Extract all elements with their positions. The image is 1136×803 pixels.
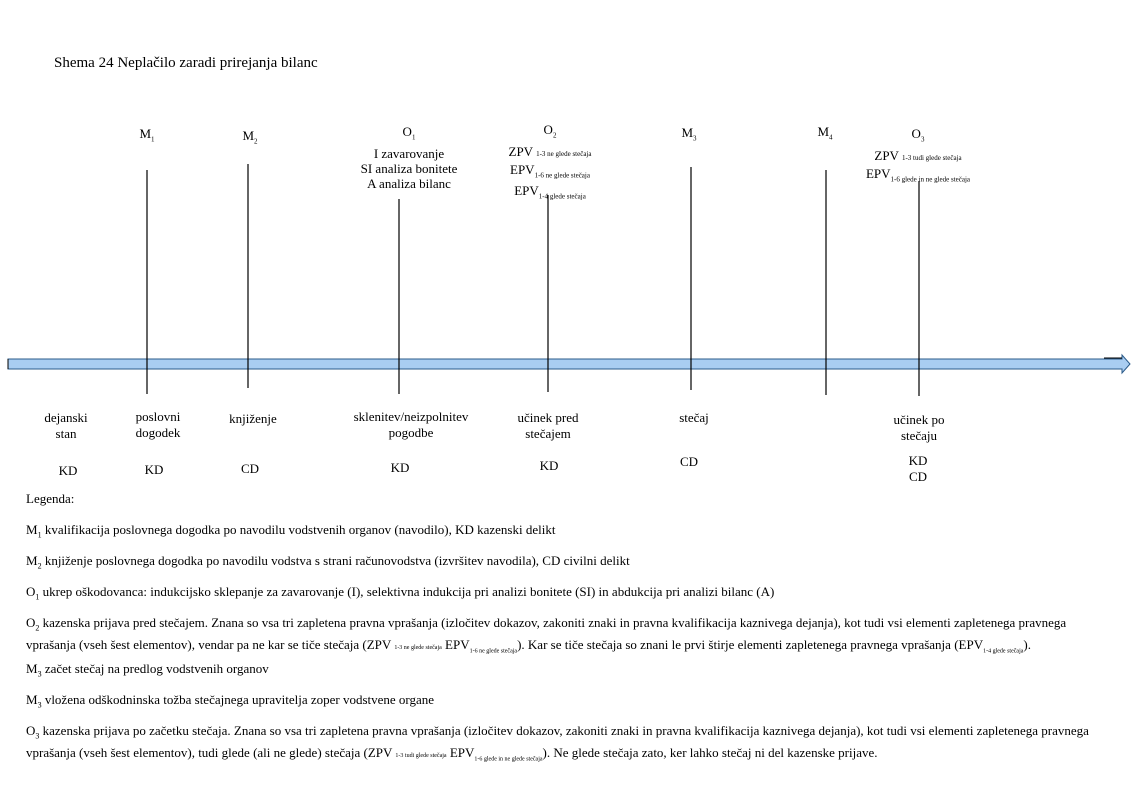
label-poslovni-dogodek: poslovni dogodek — [135, 409, 181, 440]
label-ucinek-po: učinek po stečaju — [893, 412, 945, 443]
code-stecaj: CD — [679, 454, 699, 469]
legend-heading: Legenda: — [26, 491, 75, 506]
label-stecaj: stečaj — [679, 410, 709, 425]
code-poslovni: KD — [144, 462, 164, 477]
label-dejanski-stan: dejanski stan — [44, 410, 88, 441]
label-sklenitev: sklenitev/neizpolnitev pogodbe — [353, 409, 469, 440]
label-ucinek-pred: učinek pred stečajem — [517, 410, 579, 441]
label-o3: $O_3$ ZPV 1-3 tudi glede stečaja $EPV_{1-6 glede in ne glede stečaja}$ — [865, 126, 971, 184]
label-m3: $M_3$ — [681, 125, 697, 143]
code-knjizenje: CD — [240, 461, 260, 476]
code-dejanski: KD — [58, 463, 78, 478]
code-ucinek-po: KD CD — [908, 453, 928, 484]
label-knjizenje: knjiženje — [229, 411, 277, 426]
label-o2: $O_2$ ZPV 1-3 ne glede stečaja $EPV_{1-6 ne glede stečaja}$ $EPV_{1-4 glede stečaja}$ — [508, 122, 592, 201]
page-title: Shema 24 Neplačilo zaradi prirejanja bilanc — [54, 55, 318, 71]
legend-o2: $O_2$ kazenska prijava pred stečajem. Znana so vsa tri zapletena pravna vprašanja (izločitev dokazov, zakoniti znaki in pravna kvalifikacija kaznivega dejanja), kot tudi vsi elementi zapletenega pravnega vprašanja (vseh šest elementov), vendar pa ne kar se tiče stečaja (ZPV 1-3 ne glede stečaja $EPV_{1-6 ne glede stečaja}$). Kar se tiče stečaja so znani le prvi štirje elementi zapletenega pravnega vprašanja $(EPV_{1-4 glede stečaja})$. — [26, 615, 1067, 655]
code-sklenitev: KD — [390, 460, 410, 475]
timeline-arrow — [8, 355, 1130, 373]
legend-m3-b: $M_3$ vložena odškodninska tožba stečajnega upravitelja zoper vodstvene organe — [26, 692, 435, 710]
legend-m2: $M_2$ knjiženje poslovnega dogodka po navodilu vodstva s strani računovodstva (izvršitev navodila), CD civilni delikt — [26, 553, 630, 571]
label-m4: $M_4$ — [817, 124, 833, 142]
legend-o3: $O_3$ kazenska prijava po začetku stečaja. Znana so vsa tri zapletena pravna vprašanja (izločitev dokazov, zakoniti znaki in pravna kvalifikacija kaznivega dejanja), kot tudi vsi elementi zapletenega pravnega vprašanja (vseh šest elementov), tudi glede (ali ne glede) stečaja (ZPV 1-3 tudi glede stečaja $EPV_{1-6 glede in ne glede stečaja}$). Ne glede stečaja zato, ker lahko stečaj ni del kazenske prijave. — [26, 723, 1089, 763]
label-m1: $M_1$ — [139, 126, 155, 144]
label-o1: $O_1$ I zavarovanje SI analiza bonitete A analiza bilanc — [360, 124, 458, 191]
label-m2: $M_2$ — [242, 128, 258, 146]
legend-m3-a: $M_3$ začet stečaj na predlog vodstvenih organov — [26, 661, 269, 679]
legend-m1: $M_1$ kvalifikacija poslovnega dogodka po navodilu vodstvenih organov (navodilo), KD kazenski delikt — [26, 522, 556, 540]
code-ucinek-pred: KD — [539, 458, 559, 473]
legend-o1: $O_1$ ukrep oškodovanca: indukcijsko sklepanje za zavarovanje (I), selektivna indukcija pri analizi bonitete (SI) in abdukcija pri analizi bilanc (A) — [26, 584, 775, 602]
